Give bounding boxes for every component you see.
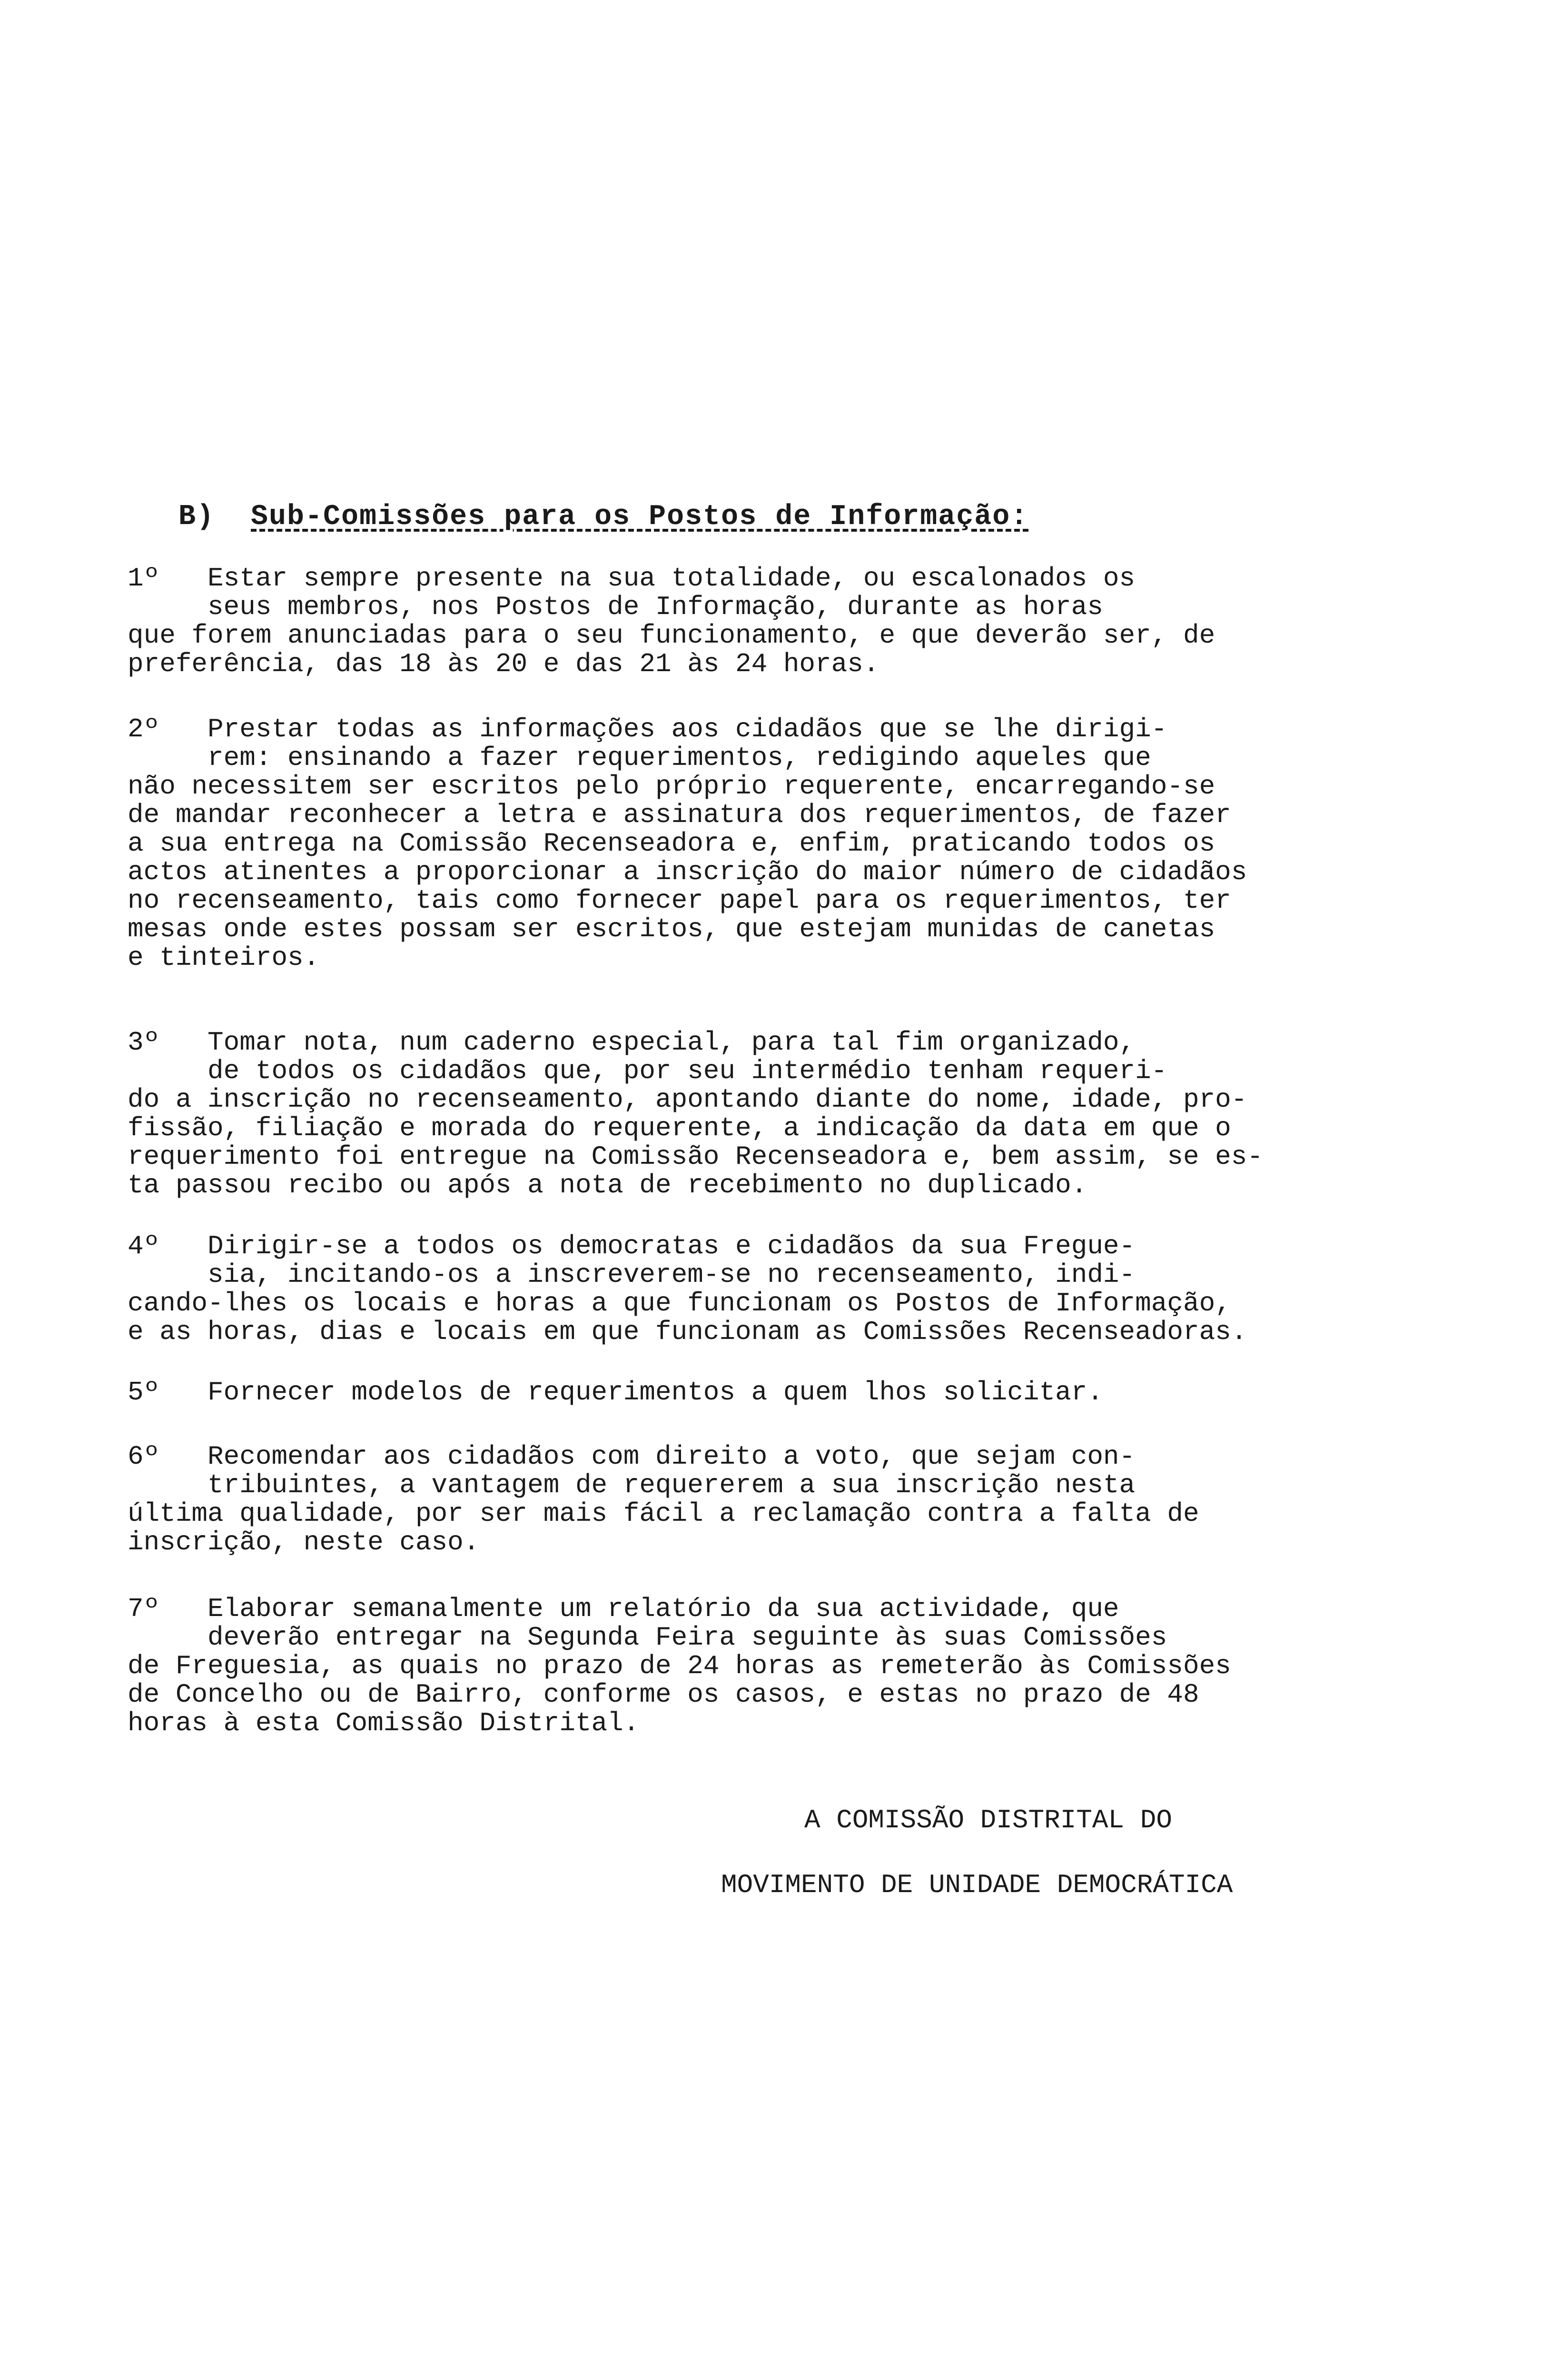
text-line: do a inscrição no recenseamento, apontando diante do nome, idade, pro- [128, 1085, 1247, 1114]
signature-line-1: A COMISSÃO DISTRITAL DO [804, 1805, 1172, 1835]
text-line: 7º Elaborar semanalmente um relatório da sua actividade, que [128, 1595, 1119, 1623]
text-line: actos atinentes a proporcionar a inscrição do maior número de cidadãos [128, 858, 1247, 886]
text-line: não necessitem ser escritos pelo próprio requerente, encarregando-se [128, 772, 1215, 801]
paragraph-6 [128, 1442, 1446, 1557]
text-line: seus membros, nos Postos de Informação, durante as horas [128, 593, 1103, 621]
text-line: 3º Tomar nota, num caderno especial, para tal fim organizado, [128, 1028, 1136, 1057]
text-line: fissão, filiação e morada do requerente, a indicação da data em que o [128, 1114, 1231, 1142]
text-line: horas à esta Comissão Distrital. [128, 1709, 640, 1737]
signature-line-2: MOVIMENTO DE UNIDADE DEMOCRÁTICA [721, 1870, 1233, 1900]
text-line: última qualidade, por ser mais fácil a reclamação contra a falta de [128, 1499, 1199, 1528]
paragraph-4 [128, 1232, 1446, 1346]
text-line: requerimento foi entregue na Comissão Recenseadora e, bem assim, se es- [128, 1142, 1263, 1171]
text-line: tribuintes, a vantagem de requererem a sua inscrição nesta [128, 1471, 1136, 1499]
text-line: 6º Recomendar aos cidadãos com direito a voto, que sejam con- [128, 1442, 1136, 1471]
text-line: que forem anunciadas para o seu funcionamento, e que deverão ser, de [128, 621, 1215, 650]
text-line: e tinteiros. [128, 943, 320, 972]
text-line: de Concelho ou de Bairro, conforme os casos, e estas no prazo de 48 [128, 1680, 1199, 1709]
paragraph-7 [128, 1595, 1446, 1737]
text-line: deverão entregar na Segunda Feira seguinte às suas Comissões [128, 1623, 1167, 1652]
paragraph-5 [128, 1378, 1446, 1407]
section-heading [178, 501, 1028, 533]
section-label: B) [178, 501, 215, 533]
text-line: 1º Estar sempre presente na sua totalidade, ou escalonados os [128, 564, 1136, 593]
text-line: rem: ensinando a fazer requerimentos, redigindo aqueles que [128, 744, 1151, 772]
text-line: 2º Prestar todas as informações aos cidadãos que se lhe dirigi- [128, 715, 1167, 744]
text-line: ta passou recibo ou após a nota de recebimento no duplicado. [128, 1171, 1087, 1200]
text-line: preferência, das 18 às 20 e das 21 às 24 horas. [128, 650, 879, 678]
text-line: de Freguesia, as quais no prazo de 24 horas as remeterão às Comissões [128, 1652, 1231, 1680]
text-line: mesas onde estes possam ser escritos, que estejam munidas de canetas [128, 915, 1215, 943]
paragraph-1 [128, 564, 1446, 678]
paragraph-2 [128, 715, 1446, 972]
section-title: Sub-Comissões para os Postos de Informação: [251, 501, 1029, 533]
text-line: cando-lhes os locais e horas a que funcionam os Postos de Informação, [128, 1289, 1231, 1318]
text-line: inscrição, neste caso. [128, 1528, 480, 1557]
text-line: e as horas, dias e locais em que funcionam as Comissões Recenseadoras. [128, 1318, 1247, 1346]
text-line: no recenseamento, tais como fornecer papel para os requerimentos, ter [128, 886, 1231, 915]
text-line: sia, incitando-os a inscreverem-se no recenseamento, indi- [128, 1260, 1136, 1289]
text-line: 4º Dirigir-se a todos os democratas e cidadãos da sua Fregue- [128, 1232, 1136, 1260]
text-line: 5º Fornecer modelos de requerimentos a quem lhos solicitar. [128, 1378, 1103, 1407]
text-line: de todos os cidadãos que, por seu intermédio tenham requeri- [128, 1057, 1167, 1085]
paragraph-3 [128, 1028, 1446, 1200]
text-line: a sua entrega na Comissão Recenseadora e, enfim, praticando todos os [128, 829, 1215, 858]
text-line: de mandar reconhecer a letra e assinatura dos requerimentos, de fazer [128, 801, 1231, 829]
